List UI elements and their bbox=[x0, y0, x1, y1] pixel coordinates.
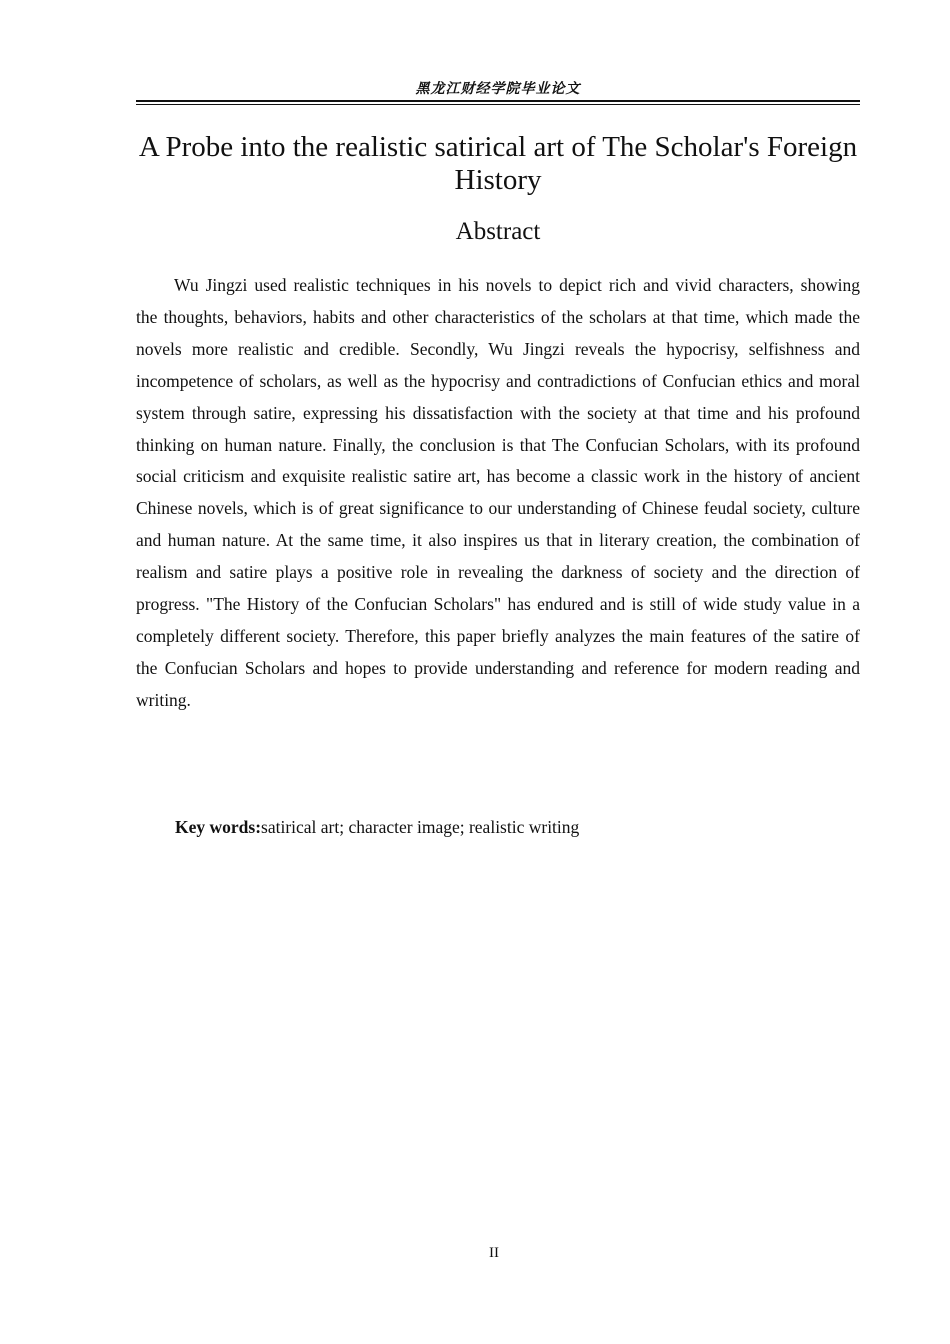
keywords-label: Key words: bbox=[175, 817, 262, 837]
page-number: II bbox=[489, 1245, 499, 1261]
paper-title: A Probe into the realistic satirical art of The Scholar's Foreign History bbox=[138, 131, 858, 196]
keywords-line bbox=[175, 815, 860, 839]
abstract-heading: Abstract bbox=[455, 218, 541, 245]
keywords-text: satirical art; character image; realistic writing bbox=[261, 817, 580, 837]
header-rule-thin bbox=[136, 104, 860, 105]
header-rule-thick bbox=[136, 100, 860, 102]
abstract-body: Wu Jingzi used realistic techniques in his novels to depict rich and vivid characters, showing the thoughts, behaviors, habits and other characteristics of the scholars at that time, which made the novels more realistic and credible. Secondly, Wu Jingzi reveals the hypocrisy, selfishness and incompetence of scholars, as well as the hypocrisy and contradictions of Confucian ethics and moral system through satire, expressing his dissatisfaction with the society at that time and his profound thinking on human nature. Finally, the conclusion is that The Confucian Scholars, with its profound social criticism and exquisite realistic satire art, has become a classic work in the history of ancient Chinese novels, which is of great significance to our understanding of Chinese feudal society, culture and human nature. At the same time, it also inspires us that in literary creation, the combination of realism and satire plays a positive role in revealing the darkness of society and the direction of progress. "The History of the Confucian Scholars" has endured and is still of wide study value in a completely different society. Therefore, this paper briefly analyzes the main features of the satire of the Confucian Scholars and hopes to provide understanding and reference for modern reading and writing. bbox=[136, 275, 860, 710]
running-header: 黑龙江财经学院毕业论文 bbox=[415, 81, 581, 97]
